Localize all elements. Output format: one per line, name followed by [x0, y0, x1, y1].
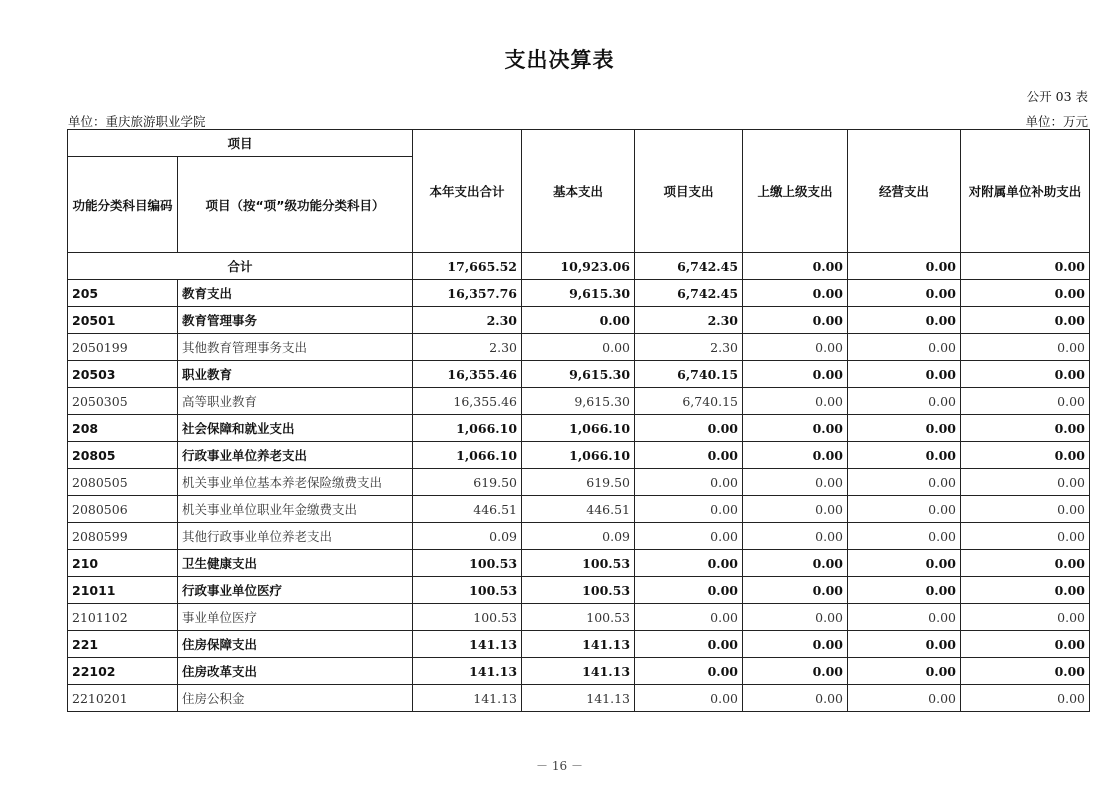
cell-name: 社会保障和就业支出 — [178, 415, 413, 442]
cell-basic: 619.50 — [522, 469, 635, 496]
cell-operating: 0.00 — [848, 604, 961, 631]
cell-operating: 0.00 — [848, 685, 961, 712]
header-name: 项目（按“项”级功能分类科目） — [178, 157, 413, 253]
total-operating: 0.00 — [848, 253, 961, 280]
table-row — [68, 658, 1090, 685]
header-subsidy: 对附属单位补助支出 — [961, 130, 1090, 253]
cell-name: 事业单位医疗 — [178, 604, 413, 631]
cell-basic: 0.09 — [522, 523, 635, 550]
cell-name: 其他行政事业单位养老支出 — [178, 523, 413, 550]
cell-basic: 9,615.30 — [522, 280, 635, 307]
total-amount: 17,665.52 — [413, 253, 522, 280]
cell-basic: 1,066.10 — [522, 442, 635, 469]
header-basic: 基本支出 — [522, 130, 635, 253]
table-row — [68, 361, 1090, 388]
cell-operating: 0.00 — [848, 550, 961, 577]
table-row — [68, 442, 1090, 469]
cell-code: 20503 — [68, 361, 178, 388]
cell-total: 2.30 — [413, 307, 522, 334]
cell-project: 0.00 — [635, 658, 743, 685]
cell-superior: 0.00 — [743, 388, 848, 415]
cell-subsidy: 0.00 — [961, 658, 1090, 685]
cell-name: 行政事业单位医疗 — [178, 577, 413, 604]
cell-total: 619.50 — [413, 469, 522, 496]
cell-total: 1,066.10 — [413, 442, 522, 469]
cell-project: 2.30 — [635, 334, 743, 361]
cell-subsidy: 0.00 — [961, 469, 1090, 496]
cell-code: 2101102 — [68, 604, 178, 631]
cell-basic: 141.13 — [522, 658, 635, 685]
cell-project: 0.00 — [635, 442, 743, 469]
total-subsidy: 0.00 — [961, 253, 1090, 280]
cell-code: 2050305 — [68, 388, 178, 415]
cell-project: 0.00 — [635, 604, 743, 631]
table-row — [68, 469, 1090, 496]
cell-subsidy: 0.00 — [961, 388, 1090, 415]
cell-code: 22102 — [68, 658, 178, 685]
cell-subsidy: 0.00 — [961, 577, 1090, 604]
page-title: 支出决算表 — [504, 48, 615, 72]
total-project: 6,742.45 — [635, 253, 743, 280]
cell-project: 2.30 — [635, 307, 743, 334]
cell-project: 0.00 — [635, 685, 743, 712]
cell-operating: 0.00 — [848, 631, 961, 658]
cell-total: 0.09 — [413, 523, 522, 550]
cell-operating: 0.00 — [848, 469, 961, 496]
header-project: 项目支出 — [635, 130, 743, 253]
cell-basic: 141.13 — [522, 631, 635, 658]
cell-name: 住房公积金 — [178, 685, 413, 712]
cell-subsidy: 0.00 — [961, 604, 1090, 631]
cell-total: 2.30 — [413, 334, 522, 361]
cell-operating: 0.00 — [848, 496, 961, 523]
cell-basic: 0.00 — [522, 307, 635, 334]
table-row — [68, 388, 1090, 415]
cell-operating: 0.00 — [848, 658, 961, 685]
cell-name: 其他教育管理事务支出 — [178, 334, 413, 361]
table-row — [68, 550, 1090, 577]
cell-name: 住房保障支出 — [178, 631, 413, 658]
table-row — [68, 604, 1090, 631]
header-superior: 上缴上级支出 — [743, 130, 848, 253]
cell-operating: 0.00 — [848, 361, 961, 388]
table-row — [68, 685, 1090, 712]
cell-name: 行政事业单位养老支出 — [178, 442, 413, 469]
cell-superior: 0.00 — [743, 496, 848, 523]
cell-subsidy: 0.00 — [961, 550, 1090, 577]
total-basic: 10,923.06 — [522, 253, 635, 280]
cell-superior: 0.00 — [743, 550, 848, 577]
cell-superior: 0.00 — [743, 523, 848, 550]
cell-name: 卫生健康支出 — [178, 550, 413, 577]
cell-code: 2080599 — [68, 523, 178, 550]
cell-code: 2080506 — [68, 496, 178, 523]
cell-project: 0.00 — [635, 523, 743, 550]
currency-unit: 单位：万元 — [1025, 114, 1088, 129]
cell-operating: 0.00 — [848, 415, 961, 442]
cell-operating: 0.00 — [848, 388, 961, 415]
cell-superior: 0.00 — [743, 442, 848, 469]
cell-total: 100.53 — [413, 577, 522, 604]
cell-total: 141.13 — [413, 658, 522, 685]
header-item-group: 项目 — [68, 130, 413, 157]
cell-subsidy: 0.00 — [961, 442, 1090, 469]
cell-superior: 0.00 — [743, 280, 848, 307]
cell-total: 100.53 — [413, 604, 522, 631]
cell-operating: 0.00 — [848, 307, 961, 334]
cell-project: 0.00 — [635, 550, 743, 577]
cell-subsidy: 0.00 — [961, 334, 1090, 361]
cell-basic: 9,615.30 — [522, 361, 635, 388]
table-number: 公开 03 表 — [1026, 89, 1088, 104]
cell-operating: 0.00 — [848, 523, 961, 550]
cell-operating: 0.00 — [848, 577, 961, 604]
cell-code: 2080505 — [68, 469, 178, 496]
total-label: 合计 — [68, 253, 413, 280]
cell-operating: 0.00 — [848, 442, 961, 469]
cell-superior: 0.00 — [743, 658, 848, 685]
table-row — [68, 523, 1090, 550]
cell-code: 210 — [68, 550, 178, 577]
cell-code: 221 — [68, 631, 178, 658]
cell-subsidy: 0.00 — [961, 415, 1090, 442]
cell-basic: 141.13 — [522, 685, 635, 712]
table-row — [68, 280, 1090, 307]
cell-superior: 0.00 — [743, 631, 848, 658]
cell-project: 0.00 — [635, 577, 743, 604]
cell-code: 205 — [68, 280, 178, 307]
total-superior: 0.00 — [743, 253, 848, 280]
cell-code: 20501 — [68, 307, 178, 334]
cell-superior: 0.00 — [743, 307, 848, 334]
cell-basic: 100.53 — [522, 577, 635, 604]
table-row — [68, 307, 1090, 334]
expenditure-table — [67, 129, 1090, 712]
table-row — [68, 334, 1090, 361]
cell-total: 16,357.76 — [413, 280, 522, 307]
header-total: 本年支出合计 — [413, 130, 522, 253]
cell-basic: 9,615.30 — [522, 388, 635, 415]
table-row — [68, 415, 1090, 442]
cell-total: 16,355.46 — [413, 388, 522, 415]
cell-superior: 0.00 — [743, 334, 848, 361]
cell-project: 6,740.15 — [635, 388, 743, 415]
cell-total: 141.13 — [413, 685, 522, 712]
cell-name: 教育管理事务 — [178, 307, 413, 334]
cell-name: 高等职业教育 — [178, 388, 413, 415]
cell-code: 2210201 — [68, 685, 178, 712]
cell-project: 6,740.15 — [635, 361, 743, 388]
cell-project: 0.00 — [635, 496, 743, 523]
cell-project: 0.00 — [635, 415, 743, 442]
cell-subsidy: 0.00 — [961, 685, 1090, 712]
cell-name: 住房改革支出 — [178, 658, 413, 685]
cell-superior: 0.00 — [743, 604, 848, 631]
cell-name: 职业教育 — [178, 361, 413, 388]
cell-basic: 0.00 — [522, 334, 635, 361]
cell-superior: 0.00 — [743, 415, 848, 442]
cell-superior: 0.00 — [743, 685, 848, 712]
cell-project: 0.00 — [635, 631, 743, 658]
table-row — [68, 631, 1090, 658]
cell-subsidy: 0.00 — [961, 280, 1090, 307]
cell-total: 446.51 — [413, 496, 522, 523]
cell-superior: 0.00 — [743, 577, 848, 604]
cell-total: 141.13 — [413, 631, 522, 658]
cell-project: 6,742.45 — [635, 280, 743, 307]
cell-total: 1,066.10 — [413, 415, 522, 442]
cell-basic: 100.53 — [522, 604, 635, 631]
cell-subsidy: 0.00 — [961, 496, 1090, 523]
table-row — [68, 577, 1090, 604]
cell-operating: 0.00 — [848, 280, 961, 307]
cell-superior: 0.00 — [743, 361, 848, 388]
cell-basic: 446.51 — [522, 496, 635, 523]
cell-basic: 100.53 — [522, 550, 635, 577]
cell-subsidy: 0.00 — [961, 631, 1090, 658]
cell-subsidy: 0.00 — [961, 307, 1090, 334]
cell-superior: 0.00 — [743, 469, 848, 496]
cell-name: 机关事业单位基本养老保险缴费支出 — [178, 469, 413, 496]
cell-total: 16,355.46 — [413, 361, 522, 388]
header-operating: 经营支出 — [848, 130, 961, 253]
cell-subsidy: 0.00 — [961, 523, 1090, 550]
header-code: 功能分类科目编码 — [68, 157, 178, 253]
cell-basic: 1,066.10 — [522, 415, 635, 442]
cell-code: 208 — [68, 415, 178, 442]
cell-name: 教育支出 — [178, 280, 413, 307]
cell-operating: 0.00 — [848, 334, 961, 361]
cell-project: 0.00 — [635, 469, 743, 496]
reporting-unit: 单位：重庆旅游职业学院 — [68, 114, 206, 129]
cell-code: 20805 — [68, 442, 178, 469]
cell-subsidy: 0.00 — [961, 361, 1090, 388]
cell-code: 21011 — [68, 577, 178, 604]
cell-total: 100.53 — [413, 550, 522, 577]
cell-code: 2050199 — [68, 334, 178, 361]
cell-name: 机关事业单位职业年金缴费支出 — [178, 496, 413, 523]
total-row — [68, 253, 1090, 280]
table-row — [68, 496, 1090, 523]
page-number: － 16 － — [536, 759, 583, 773]
